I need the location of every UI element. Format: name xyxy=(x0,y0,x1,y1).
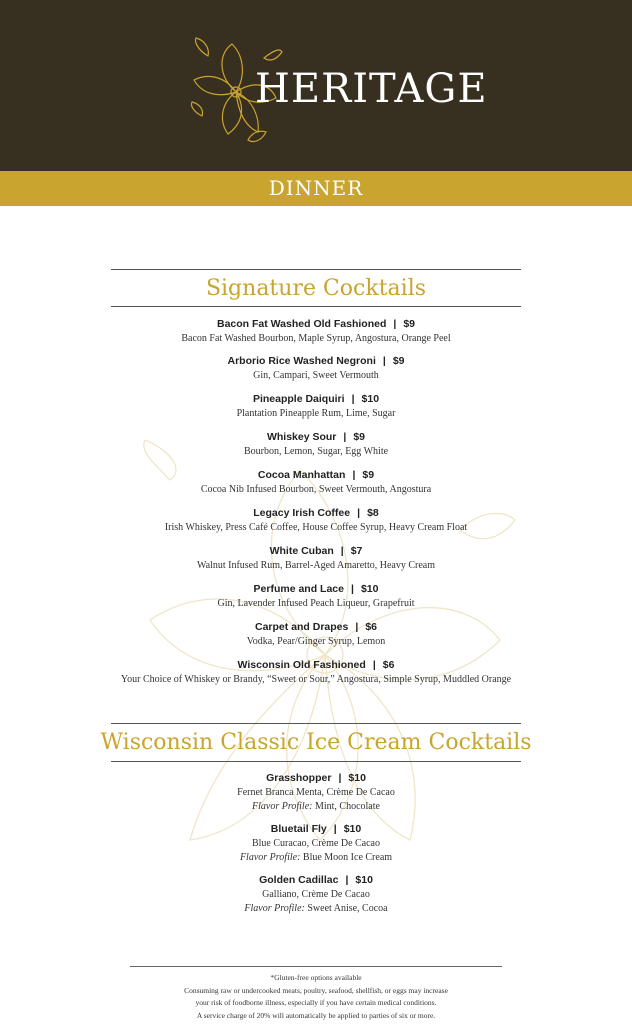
item-name: Carpet and Drapes xyxy=(254,621,349,633)
flavor-profile-label: Flavor Profile: xyxy=(239,852,301,863)
item-name: Wisconsin Old Fashioned xyxy=(237,659,366,671)
item-price: $9 xyxy=(392,355,405,367)
item-price: $10 xyxy=(361,393,380,405)
menu-item: Bacon Fat Washed Old Fashioned | $9 Bacon Fat Washed Bourbon, Maple Syrup, Angostura, Orange Peel xyxy=(0,317,632,346)
item-price: $10 xyxy=(360,583,379,595)
flavor-profile-label: Flavor Profile: xyxy=(252,801,313,812)
section-rule-top xyxy=(111,269,521,270)
section-rule-bottom xyxy=(111,761,521,762)
item-name: Legacy Irish Coffee xyxy=(253,507,351,519)
meal-band xyxy=(0,171,632,206)
item-price: $7 xyxy=(350,545,363,557)
item-description: Gin, Campari, Sweet Vermouth xyxy=(253,370,379,381)
menu-item: Bluetail Fly | $10 Blue Curacao, Crème De Cacao Flavor Profile: Blue Moon Ice Cream xyxy=(0,822,632,864)
section-title-icecream: Wisconsin Classic Ice Cream Cocktails xyxy=(100,730,532,755)
item-flavor-profile xyxy=(0,851,632,864)
item-name: Pineapple Daiquiri xyxy=(252,393,345,405)
gluten-free-note: *Gluten-free options available xyxy=(270,973,362,982)
item-name: Bacon Fat Washed Old Fashioned xyxy=(216,318,387,330)
flavor-profile-label: Flavor Profile: xyxy=(244,903,305,914)
menu-item: White Cuban | $7 Walnut Infused Rum, Barrel-Aged Amaretto, Heavy Cream xyxy=(0,544,632,573)
item-price: $9 xyxy=(362,469,375,481)
section-title-signature: Signature Cocktails xyxy=(205,276,427,301)
item-description: Gin, Lavender Infused Peach Liqueur, Grapefruit xyxy=(217,598,415,609)
footer-rule xyxy=(130,966,502,967)
item-name: White Cuban xyxy=(269,545,334,557)
item-description: Blue Curacao, Crème De Cacao xyxy=(251,838,380,849)
item-description: Your Choice of Whiskey or Brandy, “Sweet or Sour,” Angostura, Simple Syrup, Muddled Orange xyxy=(120,674,512,685)
item-price: $10 xyxy=(355,874,373,886)
menu-item: Pineapple Daiquiri | $10 Plantation Pineapple Rum, Lime, Sugar xyxy=(0,392,632,421)
menu-item: Wisconsin Old Fashioned | $6 Your Choice of Whiskey or Brandy, “Sweet or Sour,” Angostura, Simple Syrup, Muddled Orange xyxy=(0,658,632,687)
item-price: $9 xyxy=(403,318,416,330)
menu-item: Perfume and Lace | $10 Gin, Lavender Infused Peach Liqueur, Grapefruit xyxy=(0,582,632,611)
item-description: Vodka, Pear/Ginger Syrup, Lemon xyxy=(246,636,386,647)
item-flavor-profile xyxy=(0,800,632,813)
item-name: Bluetail Fly xyxy=(270,823,327,835)
menu-item: Carpet and Drapes | $6 Vodka, Pear/Ginger Syrup, Lemon xyxy=(0,620,632,649)
flavor-profile-value: Mint, Chocolate xyxy=(314,801,380,812)
section-rule-top xyxy=(111,723,521,724)
section-rule-bottom xyxy=(111,306,521,307)
menu-item: Grasshopper | $10 Fernet Branca Menta, Crème De Cacao Flavor Profile: Mint, Chocolate xyxy=(0,771,632,813)
brand-wordmark: HERITAGE xyxy=(255,66,488,112)
menu-item: Whiskey Sour | $9 Bourbon, Lemon, Sugar, Egg White xyxy=(0,430,632,459)
item-description: Bacon Fat Washed Bourbon, Maple Syrup, Angostura, Orange Peel xyxy=(181,333,451,344)
item-description: Fernet Branca Menta, Crème De Cacao xyxy=(237,787,395,798)
meal-label: DINNER xyxy=(268,176,364,200)
item-name: Arborio Rice Washed Negroni xyxy=(227,355,376,367)
menu-item: Legacy Irish Coffee | $8 Irish Whiskey, Press Café Coffee, House Coffee Syrup, Heavy Cream Float xyxy=(0,506,632,535)
item-flavor-profile xyxy=(0,902,632,915)
item-name: Whiskey Sour xyxy=(266,431,337,443)
item-description: Plantation Pineapple Rum, Lime, Sugar xyxy=(236,408,396,419)
item-description: Bourbon, Lemon, Sugar, Egg White xyxy=(243,446,389,457)
item-price: $9 xyxy=(353,431,366,443)
item-name: Golden Cadillac xyxy=(259,874,339,886)
menu-item: Cocoa Manhattan | $9 Cocoa Nib Infused Bourbon, Sweet Vermouth, Angostura xyxy=(0,468,632,497)
item-price: $6 xyxy=(365,621,377,633)
service-charge-note: A service charge of 20% will automatically be applied to parties of six or more. xyxy=(196,1010,436,1020)
item-price: $8 xyxy=(367,507,379,519)
menu-item: Arborio Rice Washed Negroni | $9 Gin, Campari, Sweet Vermouth xyxy=(0,354,632,383)
item-price: $6 xyxy=(382,659,395,671)
item-name: Grasshopper xyxy=(266,772,332,784)
item-price: $10 xyxy=(348,772,366,784)
item-description: Cocoa Nib Infused Bourbon, Sweet Vermouth, Angostura xyxy=(200,484,432,495)
flavor-profile-value: Blue Moon Ice Cream xyxy=(302,852,393,863)
food-safety-note: Consuming raw or undercooked meats, poultry, seafood, shellfish, or eggs may increase xyxy=(184,985,448,995)
item-price: $10 xyxy=(343,823,362,835)
item-description: Galliano, Crème De Cacao xyxy=(262,889,370,900)
item-description: Walnut Infused Rum, Barrel-Aged Amaretto, Heavy Cream xyxy=(196,560,435,571)
menu-item: Golden Cadillac | $10 Galliano, Crème De Cacao Flavor Profile: Sweet Anise, Cocoa xyxy=(0,873,632,915)
flavor-profile-value: Sweet Anise, Cocoa xyxy=(307,903,388,914)
food-safety-note-cont: your risk of foodborne illness, especially if you have certain medical conditions. xyxy=(195,998,437,1007)
footer-notes xyxy=(0,972,632,1022)
item-description: Irish Whiskey, Press Café Coffee, House Coffee Syrup, Heavy Cream Float xyxy=(164,522,468,533)
header-band xyxy=(0,0,632,171)
item-name: Perfume and Lace xyxy=(253,583,344,595)
item-name: Cocoa Manhattan xyxy=(257,469,346,481)
